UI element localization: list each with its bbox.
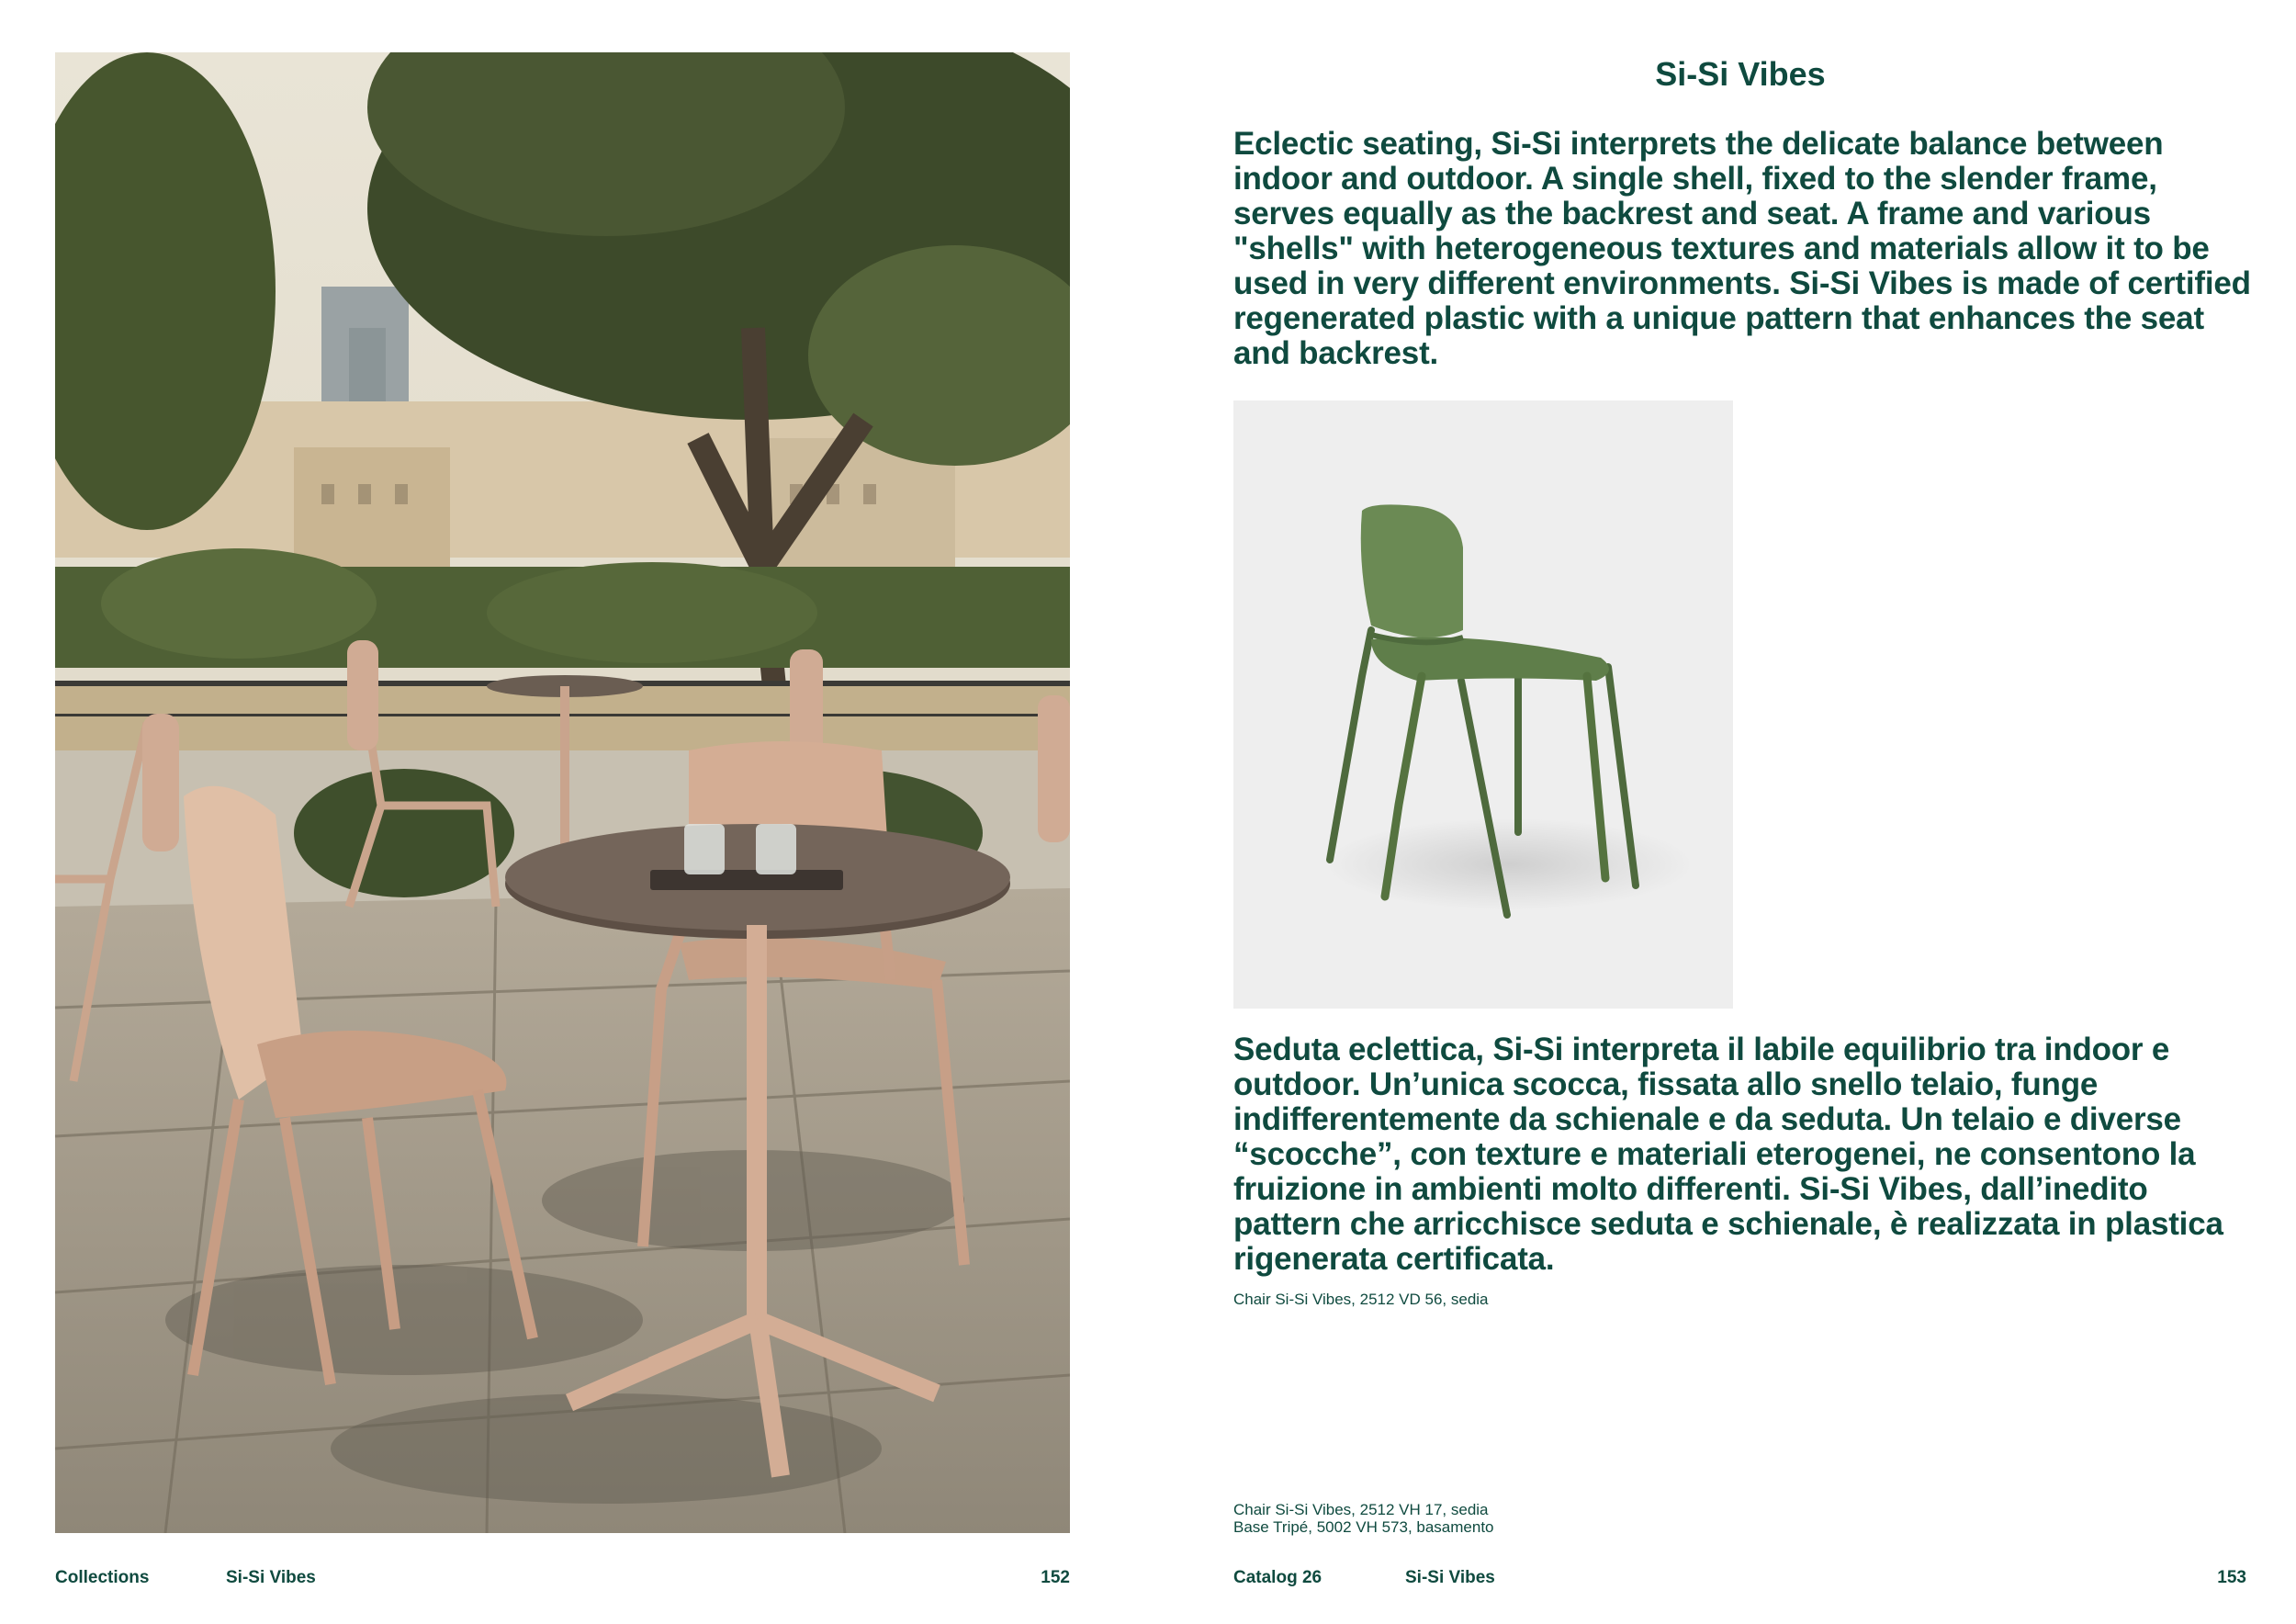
footer-right-page-number: 153 bbox=[2217, 1568, 2246, 1587]
description-english: Eclectic seating, Si-Si interprets the delicate balance between indoor and outdoor. A single shell, fixed to the slender frame, serves equally as the backrest and seat. A frame and various "shells" with heterogeneous textures and materials allow it to be used in very different environments. Si-Si Vibes is made of certified regenerated plastic with a unique pattern that enhances the seat and backrest. bbox=[1233, 126, 2251, 371]
collection-title: Si-Si Vibes bbox=[1655, 55, 1826, 93]
outdoor-terrace-photo bbox=[55, 52, 1070, 1533]
footer-right-collection: Si-Si Vibes bbox=[1405, 1568, 1495, 1587]
footer-right-section: Catalog 26 bbox=[1233, 1568, 1322, 1587]
product-caption: Chair Si-Si Vibes, 2512 VD 56, sedia bbox=[1233, 1291, 1489, 1308]
description-italian: Seduta eclettica, Si-Si interpreta il labile equilibrio tra indoor e outdoor. Un’unica scocca, fissata allo snello telaio, funge indifferentemente da schienale e da seduta. Un telaio e diverse “scocche”, con texture e materiali eterogenei, ne consentono la fruizione in ambienti molto differenti. Si-Si Vibes, dall’inedito pattern che arricchisce seduta e schienale, è realizzata in plastica rigenerata certificata. bbox=[1233, 1032, 2223, 1277]
footer-left-page-number: 152 bbox=[1041, 1568, 1070, 1587]
footer-left-collection: Si-Si Vibes bbox=[226, 1568, 316, 1587]
footer-left-section: Collections bbox=[55, 1568, 150, 1587]
product-photo-green-chair bbox=[1233, 400, 1733, 1009]
photo-caption-chair: Chair Si-Si Vibes, 2512 VH 17, sedia bbox=[1233, 1501, 1489, 1518]
photo-caption-base: Base Tripé, 5002 VH 573, basamento bbox=[1233, 1518, 1494, 1536]
